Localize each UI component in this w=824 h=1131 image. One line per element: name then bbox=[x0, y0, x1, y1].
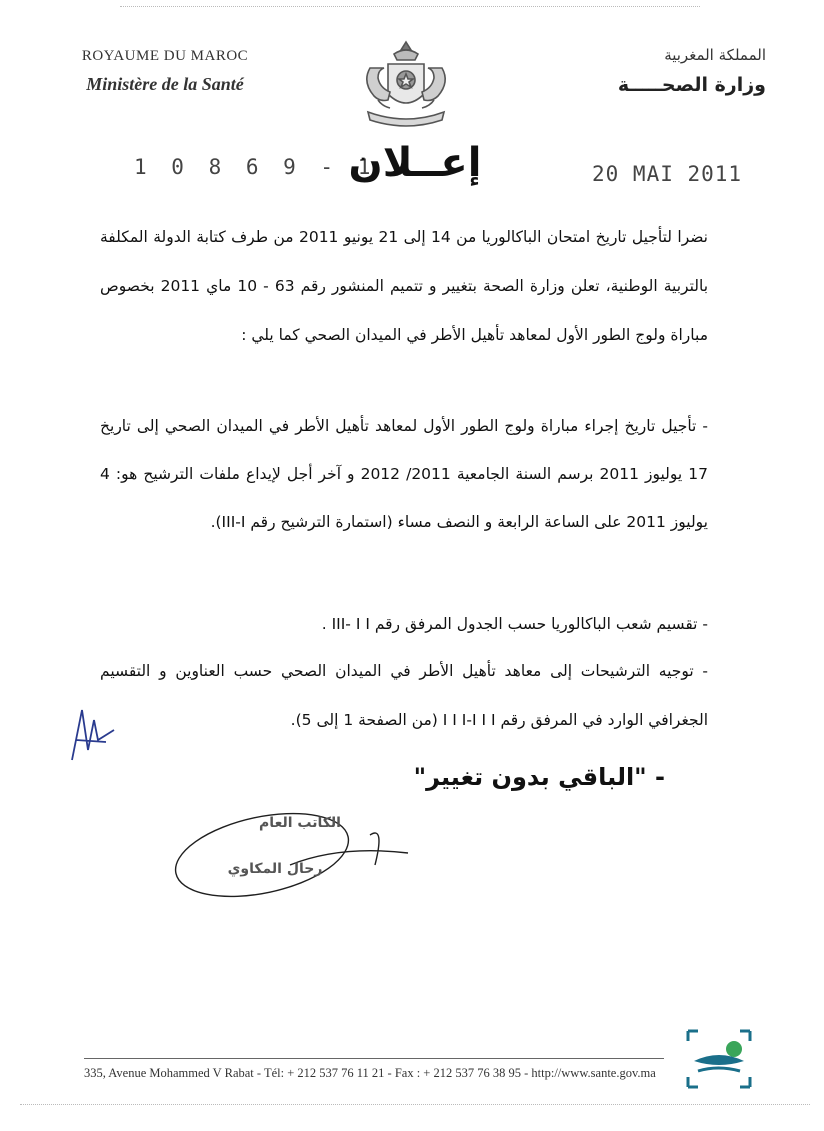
signatory-title: الكاتب العام bbox=[259, 815, 341, 831]
announcement-title: إعــلان bbox=[348, 140, 482, 186]
scan-bottom-edge bbox=[20, 1104, 810, 1105]
date-stamp: 20 MAI 2011 bbox=[592, 162, 743, 186]
footer-divider bbox=[84, 1058, 664, 1059]
signatory-name: رحال المكاوي bbox=[227, 861, 323, 877]
item-postponement: - تأجيل تاريخ إجراء مباراة ولوج الطور الأول لمعاهد تأهيل الأطر في الميدان الصحي إلى تاريخ 17 يوليوز 2011 برسم السنة الجامعية 2011/ 2012 و آخر أجل لإيداع ملفات الترشيح هو: 4 يوليوز 2011 على الساعة الرابعة و النصف مساء (استمارة الترشيح رقم III-I). bbox=[100, 417, 708, 531]
margin-initial-mark bbox=[62, 700, 122, 770]
item-applications: - توجيه الترشيحات إلى معاهد تأهيل الأطر في الميدان الصحي حسب العناوين و التقسيم الجغرافي الوارد في المرفق رقم I I I-I I I (من الصفحة 1 إلى 5). bbox=[100, 662, 708, 729]
footer-address: 335, Avenue Mohammed V Rabat - Tél: + 212 537 76 11 21 - Fax : + 212 537 76 38 95 - http://www.sante.gov.ma bbox=[84, 1066, 656, 1080]
royal-coat-of-arms-icon bbox=[356, 38, 456, 134]
header-ministry-fr: Ministère de la Santé bbox=[86, 74, 244, 94]
signature-block bbox=[170, 805, 420, 905]
closing-statement: - "الباقي بدون تغيير" bbox=[413, 763, 665, 791]
reference-number-stamp: 1 0 8 6 9 - 1 bbox=[134, 155, 377, 179]
item-branches: - تقسيم شعب الباكالوريا حسب الجدول المرفق رقم III- I I . bbox=[321, 615, 708, 633]
scan-top-edge bbox=[120, 6, 700, 7]
header-country-fr: ROYAUME DU MAROC bbox=[81, 48, 249, 64]
header-ministry-ar: وزارة الصحـــــة bbox=[617, 74, 766, 96]
intro-paragraph: نضرا لتأجيل تاريخ امتحان الباكالوريا من 14 إلى 21 يونيو 2011 من طرف كتابة الدولة المكلفة بالتربية الوطنية، تعلن وزارة الصحة بتغيير و تتميم المنشور رقم 63 - 10 ماي 2011 بخصوص مباراة ولوج الطور الأول لمعاهد تأهيل الأطر في الميدان الصحي كما يلي : bbox=[100, 228, 709, 344]
header-country-ar: المملكة المغربية bbox=[664, 46, 766, 64]
ministry-logo-icon bbox=[684, 1027, 754, 1091]
